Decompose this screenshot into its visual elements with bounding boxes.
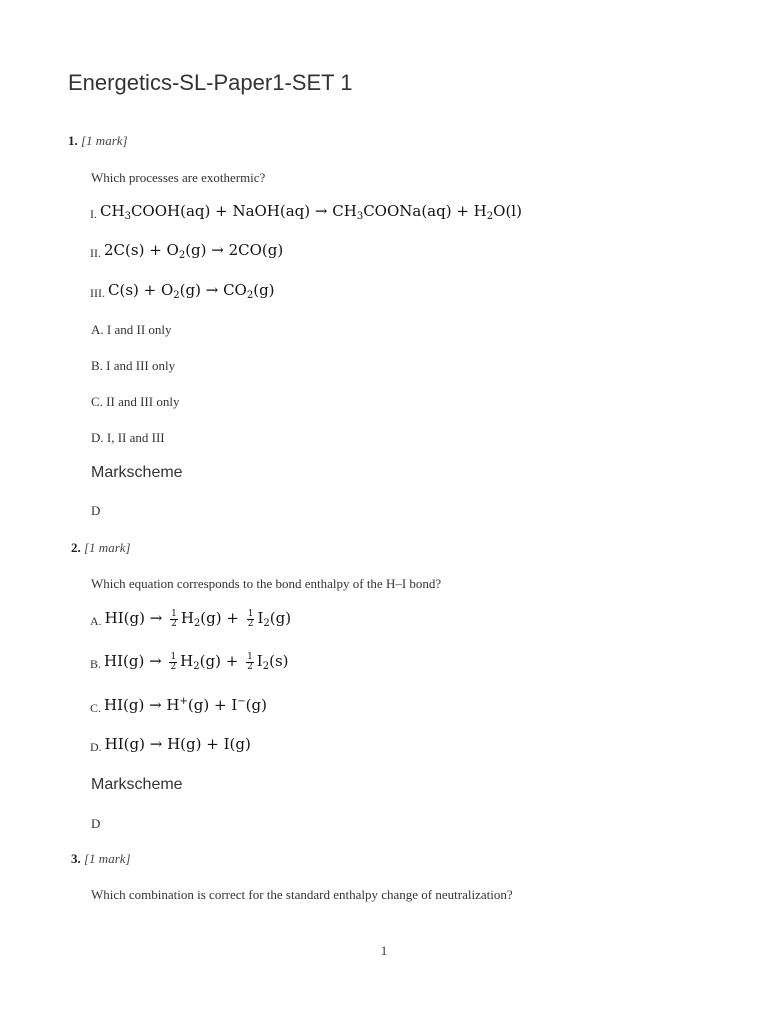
question-marks: [1 mark] (84, 851, 131, 866)
question-number: 2. (71, 540, 81, 555)
equation: HI(g) → H+(g) + I−(g) (104, 696, 267, 714)
page-title: Energetics-SL-Paper1-SET 1 (68, 70, 353, 95)
equation: $CH_3COOH(aq)$ + NaOH(aq) → $CH_3COONa(aq) + H_2O(l)$ (100, 202, 522, 222)
option-label: C. (90, 700, 102, 715)
option-a (90, 609, 291, 629)
question-marks: [1 mark] (84, 540, 131, 555)
equation: $C(s) + O_2(g) \to CO_2(g)$ (108, 281, 275, 301)
option-b (90, 652, 289, 672)
question-3-prompt: Which combination is correct for the standard enthalpy change of neutralization? (91, 887, 513, 902)
option-label: D. (90, 739, 102, 754)
statement-ii (90, 241, 283, 259)
question-number: 1. (68, 133, 78, 148)
markscheme-answer: D (91, 503, 101, 518)
question-2-header (71, 540, 131, 556)
equation: HI(g) → H(g) + I(g) (104, 735, 251, 753)
statement-i (90, 202, 522, 220)
question-1-header (68, 133, 128, 149)
statement-label: I. (90, 206, 97, 221)
option-c (90, 696, 267, 714)
equation: HI(g) → $\frac{1}{2}$ $H_2(g)$ + $\frac{1}{2}$ $I_2(s)$ (104, 651, 289, 672)
question-marks: [1 mark] (81, 133, 128, 148)
equation: HI(g) → $\frac{1}{2}$ $H_2(g)$ + $\frac{1}{2}$ $I_2(g)$ (104, 608, 292, 629)
markscheme-answer: D (91, 816, 101, 831)
option-c: C. II and III only (91, 394, 180, 409)
option-a: A. I and II only (91, 322, 172, 337)
page-number: 1 (380, 943, 388, 958)
option-d (90, 735, 251, 753)
statement-iii (90, 281, 275, 299)
option-d: D. I, II and III (91, 430, 165, 445)
statement-label: II. (90, 245, 101, 260)
option-label: A. (90, 614, 102, 629)
markscheme-heading: Markscheme (91, 776, 183, 793)
option-label: B. (90, 657, 102, 672)
statement-label: III. (90, 285, 105, 300)
option-b: B. I and III only (91, 358, 176, 373)
markscheme-heading: Markscheme (91, 464, 183, 481)
question-2-prompt: Which equation corresponds to the bond enthalpy of the H–I bond? (91, 576, 442, 591)
equation: $2C(s) + O_2(g) \to 2CO(g)$ (104, 241, 284, 261)
question-number: 3. (71, 851, 81, 866)
question-3-header (71, 851, 131, 867)
question-1-prompt: Which processes are exothermic? (91, 170, 266, 185)
